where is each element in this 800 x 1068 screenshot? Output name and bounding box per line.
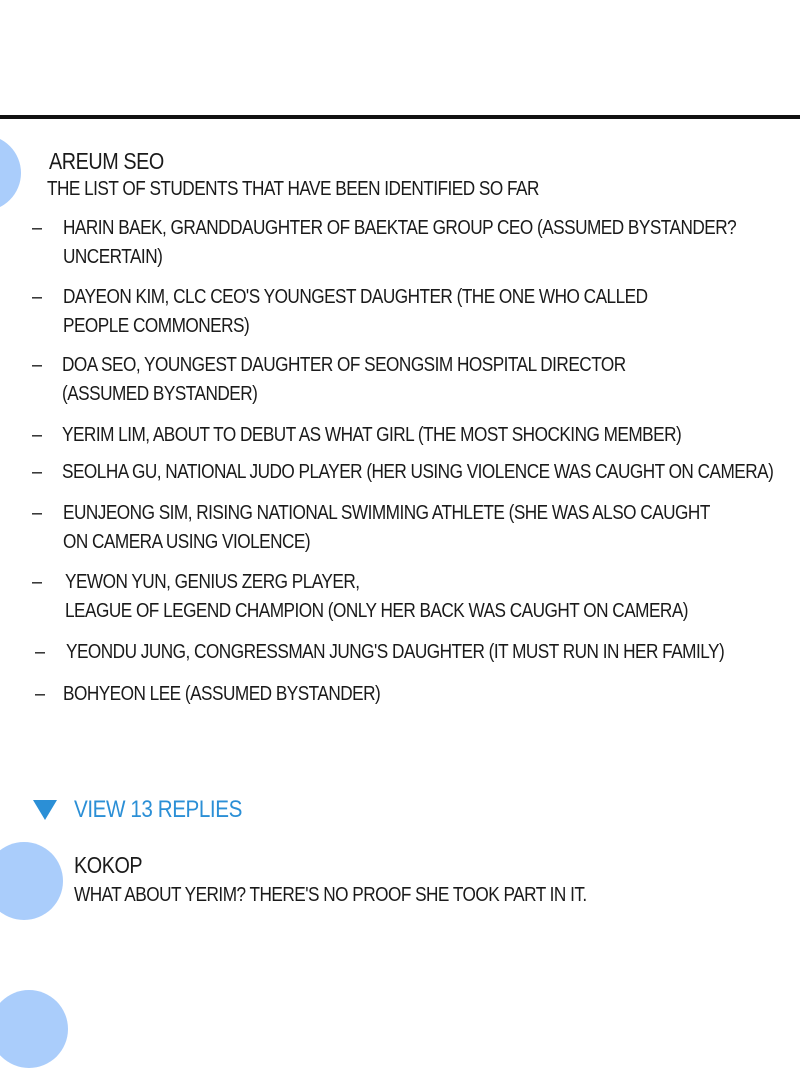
list-item-text: DOA SEO, YOUNGEST DAUGHTER OF SEONGSIM HOSPITAL DIRECTOR (ASSUMED BYSTANDER) <box>62 354 626 405</box>
dash-icon: – <box>32 286 43 308</box>
list-item-text: HARIN BAEK, GRANDDAUGHTER OF BAEKTAE GROUP CEO (ASSUMED BYSTANDER? UNCERTAIN) <box>63 217 737 268</box>
dash-icon: – <box>32 217 43 239</box>
view-replies-label: VIEW 13 REPLIES <box>74 796 242 823</box>
list-item-text: BOHYEON LEE (ASSUMED BYSTANDER) <box>63 683 381 705</box>
comment-author[interactable]: KOKOP <box>74 852 143 878</box>
avatar[interactable] <box>0 135 21 211</box>
dash-icon: – <box>32 461 43 483</box>
view-replies-button[interactable] <box>33 794 269 826</box>
triangle-down-icon <box>33 800 57 820</box>
dash-icon: – <box>35 641 46 663</box>
list-item-text: YEONDU JUNG, CONGRESSMAN JUNG'S DAUGHTER (IT MUST RUN IN HER FAMILY) <box>66 641 725 663</box>
dash-icon: – <box>35 683 46 705</box>
list-item-text: SEOLHA GU, NATIONAL JUDO PLAYER (HER USING VIOLENCE WAS CAUGHT ON CAMERA) <box>62 461 774 483</box>
dash-icon: – <box>32 502 43 524</box>
dash-icon: – <box>32 354 43 376</box>
dash-icon: – <box>32 571 43 593</box>
comment-author[interactable]: AREUM SEO <box>49 148 164 174</box>
dash-icon: – <box>32 424 43 446</box>
avatar[interactable] <box>0 990 68 1068</box>
list-item-text: DAYEON KIM, CLC CEO'S YOUNGEST DAUGHTER (THE ONE WHO CALLED PEOPLE COMMONERS) <box>63 286 648 337</box>
list-item-text: YERIM LIM, ABOUT TO DEBUT AS WHAT GIRL (THE MOST SHOCKING MEMBER) <box>62 424 682 446</box>
comment-text: THE LIST OF STUDENTS THAT HAVE BEEN IDENTIFIED SO FAR <box>47 178 539 200</box>
comment-text: WHAT ABOUT YERIM? THERE'S NO PROOF SHE TOOK PART IN IT. <box>74 884 587 906</box>
avatar[interactable] <box>0 842 63 920</box>
list-item-text: EUNJEONG SIM, RISING NATIONAL SWIMMING ATHLETE (SHE WAS ALSO CAUGHT ON CAMERA USING VIOLENCE) <box>63 502 710 553</box>
top-divider <box>0 115 800 119</box>
list-item-text: YEWON YUN, GENIUS ZERG PLAYER, LEAGUE OF LEGEND CHAMPION (ONLY HER BACK WAS CAUGHT ON CAMERA) <box>65 571 688 622</box>
